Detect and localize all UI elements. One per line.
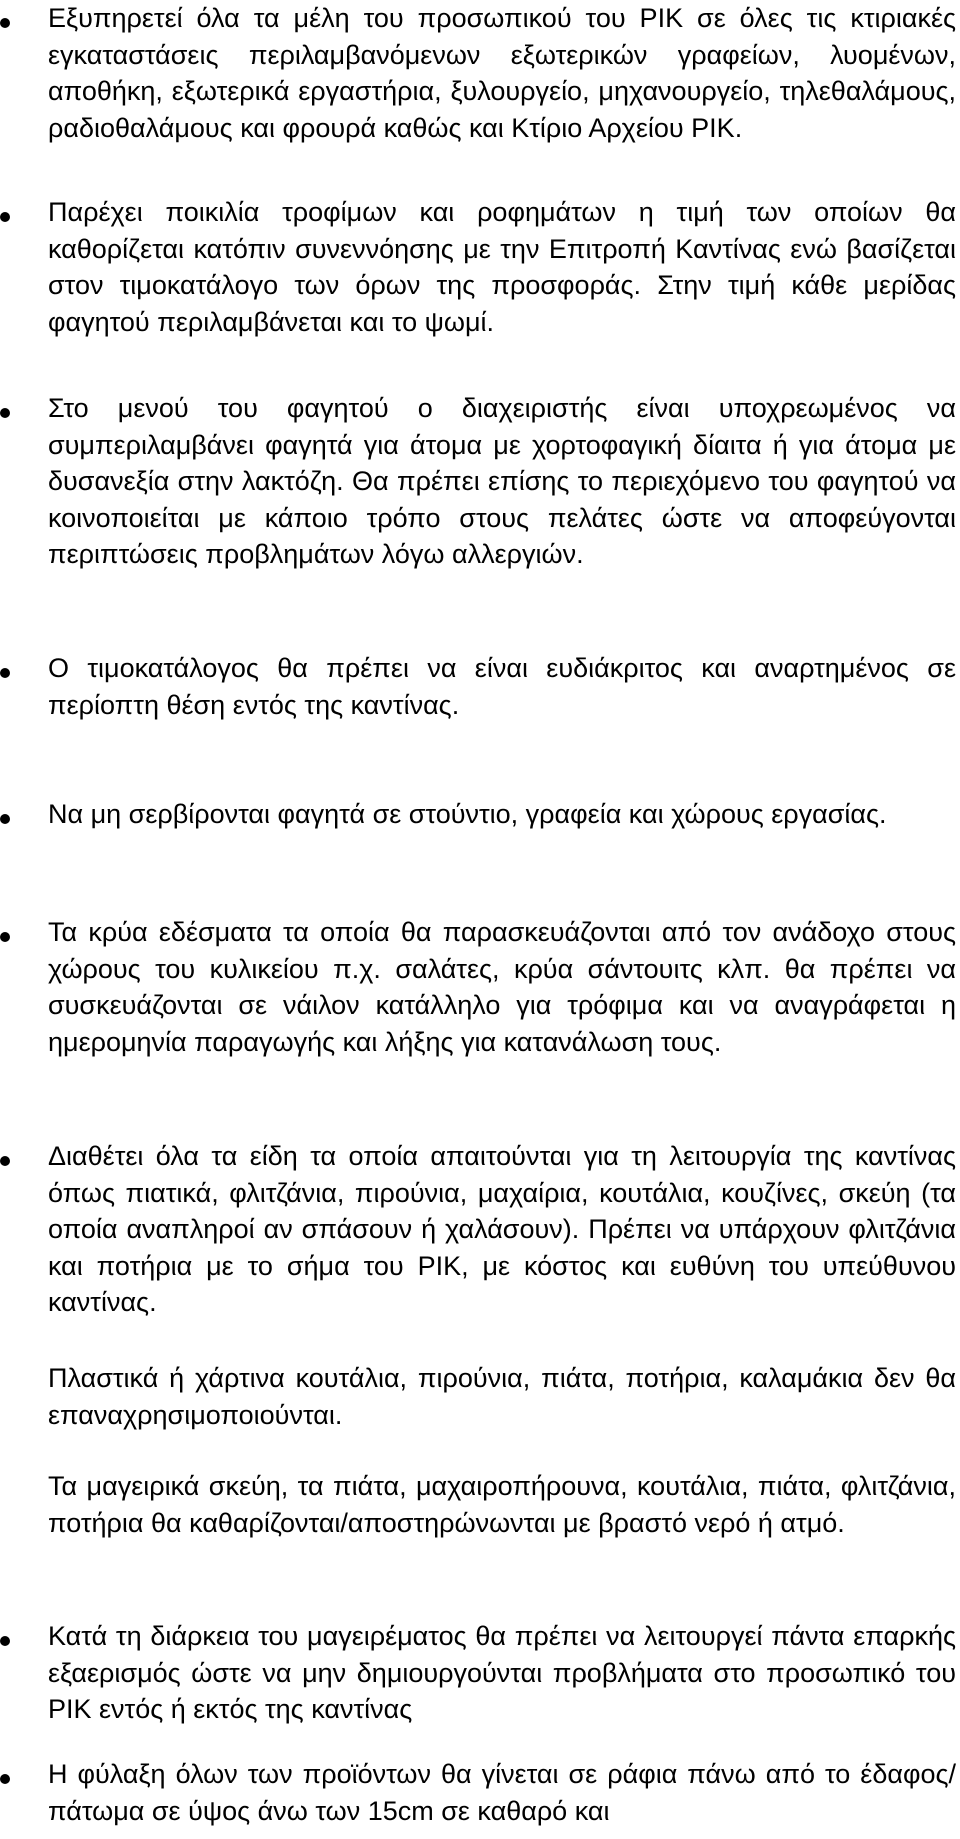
- paragraph: Παρέχει ποικιλία τροφίμων και ροφημάτων η τιμή των οποίων θα καθορίζεται κατόπιν συνεννόησης με την Επιτροπή Καντίνας ενώ βασίζεται στον τιμοκατάλογο των όρων της προσφοράς. Στην τιμή κάθε μερίδας φαγητού περιλαμβάνεται και το ψωμί.: [48, 197, 956, 337]
- paragraph: Τα μαγειρικά σκεύη, τα πιάτα, μαχαιροπήρουνα, κουτάλια, πιάτα, φλιτζάνια, ποτήρια θα καθαρίζονται/αποστηρώνωνται με βραστό νερό ή ατμό.: [48, 1471, 956, 1538]
- bullet-icon: [0, 814, 10, 824]
- bullet-icon: [0, 18, 10, 28]
- paragraph: Κατά τη διάρκεια του μαγειρέματος θα πρέπει να λειτουργεί πάντα επαρκής εξαερισμός ώστε να μην δημιουργούνται προβλήματα στο προσωπικό του ΡΙΚ εντός ή εκτός της καντίνας: [48, 1621, 956, 1724]
- paragraph: Τα κρύα εδέσματα τα οποία θα παρασκευάζονται από τον ανάδοχο στους χώρους του κυλικείου π.χ. σαλάτες, κρύα σάντουιτς κλπ. θα πρέπει να συσκευάζονται σε νάιλον κατάλληλο για τρόφιμα και να αναγράφεται η ημερομηνία παραγωγής και λήξης για κατανάλωση τους.: [48, 917, 956, 1057]
- paragraph: Διαθέτει όλα τα είδη τα οποία απαιτούνται για τη λειτουργία της καντίνας όπως πιατικά, φλιτζάνια, πιρούνια, μαχαίρια, κουτάλια, κουζίνες, σκεύη (τα οποία αναπληροί αν σπάσουν ή χαλάσουν). Πρέπει να υπάρχουν φλιτζάνια και ποτήρια με το σήμα του ΡΙΚ, με κόστος και ευθύνη του υπεύθυνου καντίνας.: [48, 1141, 956, 1317]
- bullet-icon: [0, 1636, 10, 1646]
- paragraph: Εξυπηρετεί όλα τα μέλη του προσωπικού του ΡΙΚ σε όλες τις κτιριακές εγκαταστάσεις περιλαμβανόμενων εξωτερικών γραφείων, λυομένων, αποθήκη, εξωτερικά εργαστήρια, ξυλουργείο, μηχανουργείο, τηλεθαλάμους, ραδιοθαλάμους και φρουρά καθώς και Κτίριο Αρχείου ΡΙΚ.: [48, 3, 956, 143]
- bullet-icon: [0, 408, 10, 418]
- bullet-icon: [0, 212, 10, 222]
- bullet-icon: [0, 1156, 10, 1166]
- paragraph: Στο μενού του φαγητού ο διαχειριστής είναι υποχρεωμένος να συμπεριλαμβάνει φαγητά για άτομα με χορτοφαγική δίαιτα ή για άτομα με δυσανεξία στην λακτόζη. Θα πρέπει επίσης το περιεχόμενο του φαγητού να κοινοποιείται με κάποιο τρόπο στους πελάτες ώστε να αποφεύγονται περιπτώσεις προβλημάτων λόγω αλλεργιών.: [48, 393, 956, 569]
- paragraph: Πλαστικά ή χάρτινα κουτάλια, πιρούνια, πιάτα, ποτήρια, καλαμάκια δεν θα επαναχρησιμοποιούνται.: [48, 1363, 956, 1430]
- paragraph: Ο τιμοκατάλογος θα πρέπει να είναι ευδιάκριτος και αναρτημένος σε περίοπτη θέση εντός της καντίνας.: [48, 653, 956, 720]
- paragraph: Να μη σερβίρονται φαγητά σε στούντιο, γραφεία και χώρους εργασίας.: [48, 799, 887, 829]
- paragraph: Η φύλαξη όλων των προϊόντων θα γίνεται σε ράφια πάνω από το έδαφος/πάτωμα σε ύψος άνω των 15cm σε καθαρό και: [48, 1759, 956, 1826]
- bullet-icon: [0, 932, 10, 942]
- bullet-icon: [0, 668, 10, 678]
- bullet-icon: [0, 1774, 10, 1784]
